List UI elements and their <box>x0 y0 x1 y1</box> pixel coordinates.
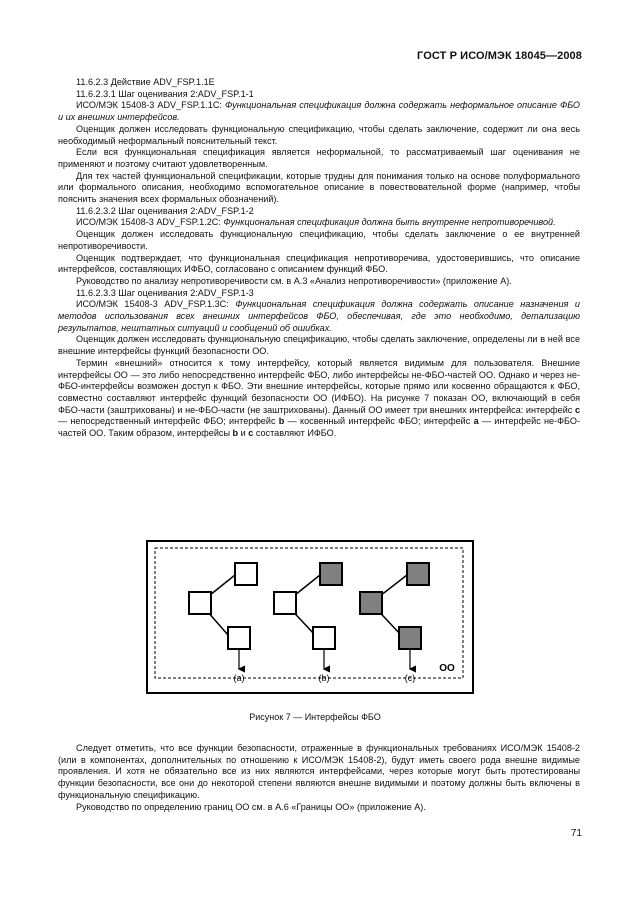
paragraph: Термин «внешний» относится к тому интерфейсу, который является видимым для пользователя. Внешние интерфейсы ОО — это либо непосредственно интерфейс ФБО, либо интерфейсы не-ФБО-частей ОО. Однако и через не-ФБО-интерфейсы возможен доступ к ФБО. Эти внешние интерфейсы, которые прямо или косвенно обращаются к ФБО, совместно составляют интерфейс функций безопасности ОО (ИФБО). На рисунке 7 показан ОО, включающий в себя ФБО-части (заштрихованы) и не-ФБО-части (не заштрихованы). Данный ОО имеет три внешних интерфейса: интерфейс c — непосредственный интерфейс ФБО; интерфейс b — косвенный интерфейс ФБО; интерфейс a — интерфейс не-ФБО-частей ОО. Таким образом, интерфейсы b и c составляют ИФБО. <box>58 357 581 439</box>
tsf-component-box <box>407 563 429 585</box>
component-box <box>228 627 250 649</box>
component-box <box>189 592 211 614</box>
step-heading: 11.6.2.3.1 Шаг оценивания 2:ADV_FSP.1-1 <box>76 88 254 99</box>
paragraph: Руководство по определению границ ОО см. в А.6 «Границы ОО» (приложение А). <box>76 801 426 812</box>
toe-label: ОО <box>439 663 455 674</box>
main-text <box>58 77 580 440</box>
figure-caption: Рисунок 7 — Интерфейсы ФБО <box>249 712 381 722</box>
paragraph: Оценщик должен исследовать функциональную спецификацию, чтобы сделать заключение, содержит ли она весь необходимый неформальный пояснительный текст. <box>58 123 580 146</box>
component-box <box>313 627 335 649</box>
figure-7 <box>145 539 477 699</box>
interface-label-a: (a) <box>233 673 245 683</box>
interface-label-b: (b) <box>318 673 330 683</box>
interface-label-c: (c) <box>404 673 416 683</box>
component-box <box>274 592 296 614</box>
paragraph: Следует отметить, что все функции безопасности, отраженные в функциональных требованиях ИСО/МЭК 15408-2 (или в компонентах, дополнительных по отношению к ИСО/МЭК 15408-2), будут иметь своего рода внешне видимые проявления. И хотя не обязательно все из них являются интерфейсами, через которые могут быть протестированы функции безопасности, все они до некоторой степени являются внешне видимыми и поэтому должны быть включены в функциональную спецификацию. <box>58 743 580 800</box>
paragraph: Оценщик подтверждает, что функциональная спецификация непротиворечива, удостоверившись, что описание интерфейсов, составляющих ИФБО, согласовано с описанием функций ФБО. <box>58 252 580 275</box>
requirement-paragraph: ИСО/МЭК 15408-3 ADV_FSP.1.3C: Функциональная спецификация должна содержать описание назначения и методов использования всех внешних интерфейсов ФБО, обеспечивая, где это необходимо, детализацию результатов, нештатных ситуаций и сообщений об ошибках. <box>58 299 580 333</box>
component-box <box>235 563 257 585</box>
step-heading: 11.6.2.3.3 Шаг оценивания 2:ADV_FSP.1-3 <box>76 287 254 298</box>
paragraph: Оценщик должен исследовать функциональную спецификацию, чтобы сделать заключение, определены ли в ней все внешние интерфейсы функций безопасности ОО. <box>58 334 580 357</box>
paragraph: Для тех частей функциональной спецификации, которые трудны для понимания только на основе полуформального или формального описания, необходимо вспомогательное описание в повествовательной форме (например, чтобы пояснить значения всех формальных обозначений). <box>58 170 580 205</box>
main-text-continued <box>58 743 580 813</box>
requirement-paragraph: ИСО/МЭК 15408-3 ADV_FSP.1.2C: Функциональная спецификация должна быть внутренне непротиворечивой. <box>76 217 556 228</box>
tsf-component-box <box>360 592 382 614</box>
page-number: 71 <box>570 828 582 839</box>
paragraph: Оценщик должен исследовать функциональную спецификацию, чтобы сделать заключение о ее внутренней непротиворечивости. <box>58 229 580 251</box>
clause-heading: 11.6.2.3 Действие ADV_FSP.1.1E <box>76 77 215 87</box>
tsf-component-box <box>320 563 342 585</box>
paragraph: Руководство по анализу непротиворечивости см. в А.3 «Анализ непротиворечивости» (приложение А). <box>76 275 512 286</box>
paragraph: Если вся функциональная спецификация является неформальной, то рассматриваемый шаг оценивания не применяют и поэтому считают удовлетворенным. <box>58 147 580 169</box>
step-heading: 11.6.2.3.2 Шаг оценивания 2:ADV_FSP.1-2 <box>76 205 254 216</box>
tsf-interfaces-diagram <box>145 539 477 699</box>
page-header: ГОСТ Р ИСО/МЭК 18045—2008 <box>417 50 582 62</box>
requirement-paragraph: ИСО/МЭК 15408-3 ADV_FSP.1.1C: Функциональная спецификация должна содержать неформальное описание ФБО и их внешних интерфейсов. <box>58 100 580 123</box>
tsf-component-box <box>399 627 421 649</box>
